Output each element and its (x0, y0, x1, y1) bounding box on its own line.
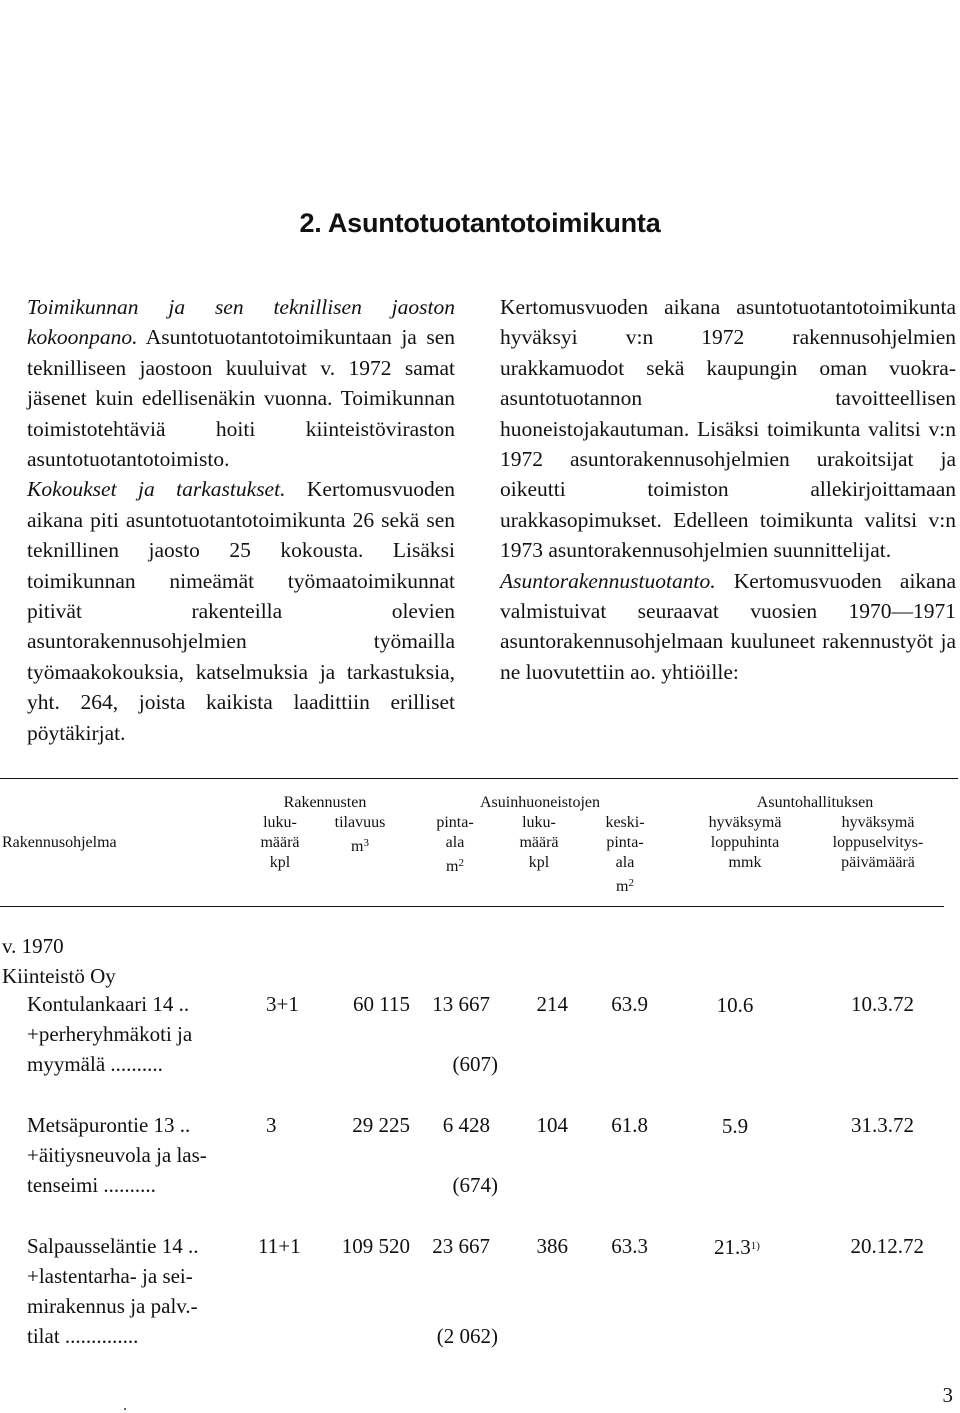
cell-loppuhinta: 21.3$^{1)}$ (714, 1235, 760, 1259)
row-name-line: mirakennus ja palv.- (27, 1294, 198, 1318)
row-name-line: Salpausseläntie 14 .. (27, 1234, 199, 1258)
paragraph-text: Asuntotuotantotoimikuntaan ja sen teknilliseen jaostoon kuuluivat v. 1972 samat jäsenet kuin edellisenäkin vuonna. Toimikunnan toimistotehtäviä hoiti kiinteistöviraston asuntotuotantotoimisto. (27, 325, 455, 472)
cell-pinta-ala: 13 667 (432, 992, 490, 1016)
row-name-line: +lastentarha- ja sei- (27, 1264, 193, 1288)
cell-keskipinta-ala: 63.9 (611, 992, 648, 1016)
row-name-line: Metsäpurontie 13 .. (27, 1113, 191, 1137)
scan-speck (124, 1408, 126, 1410)
row-name-line: tilat .............. (27, 1324, 139, 1348)
cell-pinta-ala-extra: (674) (452, 1173, 498, 1197)
header-group-asuntohallituksen: Asuntohallituksen (756, 794, 874, 811)
header-paivamaara: hyväksymä loppuselvitys- päivämäärä (832, 814, 924, 871)
page-title: 2. Asuntotuotantotoimikunta (299, 208, 661, 238)
cell-paivamaara: 20.12.72 (850, 1234, 924, 1258)
row-name-line: myymälä .......... (27, 1052, 163, 1076)
paragraph-text: Kertomusvuoden aikana piti asuntotuotantotoimikunta 26 sekä sen teknillinen jaosto 25 kokousta. Lisäksi toimikunnan nimeämät työmaatoimikunnat pitivät rakenteilla olevien asuntorakennusohjelmien työmailla työmaakokouksia, katselmuksia ja tarkastuksia, yht. 264, joista kaikista laadittiin erilliset pöytäkirjat. (27, 477, 455, 745)
paragraph-text: Kertomusvuoden aikana asuntotuotantotoimikunta hyväksyi v:n 1972 rakennusohjelmien urakkamuodot sekä kaupungin oman vuokra-asuntotuotannon tavoitteellisen huoneistojakautuman. Lisäksi toimikunta valitsi v:n 1972 asuntorakennusohjelmien urakoitsijat ja oikeutti toimiston allekirjoittamaan urakkasopimukset. Edelleen toimikunta valitsi v:n 1973 asuntorakennusohjelmien suunnittelijat. (500, 295, 956, 563)
group-label-company: Kiinteistö Oy (2, 964, 116, 988)
left-column (27, 292, 455, 748)
header-keskipinta-ala: keski- pinta- ala $m^2$ (605, 814, 645, 895)
paragraph-kokoukset (27, 474, 455, 748)
header-tilavuus: tilavuus $m^3$ (334, 814, 386, 855)
row-name-line: Kontulankaari 14 .. (27, 992, 190, 1016)
cell-tilavuus: 60 115 (353, 992, 410, 1016)
paragraph-urakat (500, 292, 956, 566)
cell-pinta-ala-extra: (607) (452, 1052, 498, 1076)
header-luku: luku- määrä kpl (260, 814, 300, 871)
cell-luku: 3 (266, 1113, 277, 1137)
paragraph-text: Kertomusvuoden aikana valmistuivat seuraavat vuosien 1970—1971 asuntorakennusohjelmaan kuuluneet rakennustyöt ja ne luovutettiin ao. yhtiöille: (500, 568, 956, 684)
cell-loppuhinta: 5.9 (721, 1114, 749, 1138)
section-heading-kokoukset: Kokoukset ja tarkastukset. (27, 477, 286, 502)
cell-keskipinta-ala: 61.8 (611, 1113, 648, 1137)
footnote-marker: 1) (750, 1240, 760, 1252)
group-label-year: v. 1970 (2, 934, 64, 958)
cell-huoneisto-luku: 214 (536, 992, 568, 1016)
cell-pinta-ala-extra: (2 062) (436, 1324, 498, 1348)
cell-pinta-ala: 6 428 (442, 1113, 490, 1137)
right-column (500, 292, 956, 687)
cell-huoneisto-luku: 104 (536, 1113, 568, 1137)
row-name-line: +äitiysneuvola ja las- (27, 1143, 207, 1167)
cell-luku: 11+1 (258, 1234, 301, 1258)
cell-tilavuus: 29 225 (352, 1113, 410, 1137)
page-number: 3 (942, 1383, 953, 1407)
section-heading-tuotanto: Asuntorakennustuotanto. (500, 568, 716, 593)
table-header-rule (0, 906, 944, 907)
section-heading-kokoonpano: Toimikunnan ja sen teknillisen jaoston kokoonpano. (27, 295, 455, 350)
header-group-asuinhuoneistojen: Asuinhuoneistojen (480, 794, 600, 811)
header-loppuhinta: hyväksymä loppuhinta mmk (708, 814, 782, 871)
header-rakennusohjelma: Rakennusohjelma (2, 834, 117, 851)
cell-luku: 3+1 (266, 992, 299, 1016)
cell-paivamaara: 31.3.72 (851, 1113, 914, 1137)
row-name-line: tenseimi .......... (27, 1173, 156, 1197)
cell-pinta-ala: 23 667 (432, 1234, 490, 1258)
row-name-line: +perheryhmäkoti ja (27, 1022, 193, 1046)
header-huoneisto-luku: luku- määrä kpl (519, 814, 559, 871)
cell-huoneisto-luku: 386 (536, 1234, 568, 1258)
cell-paivamaara: 10.3.72 (851, 992, 914, 1016)
table-top-rule (0, 778, 958, 779)
header-pinta-ala: pinta- ala $m^2$ (436, 814, 474, 875)
paragraph-kokoonpano (27, 292, 455, 474)
header-group-rakennusten: Rakennusten (283, 794, 367, 811)
paragraph-tuotanto (500, 566, 956, 688)
cell-keskipinta-ala: 63.3 (611, 1234, 648, 1258)
cell-tilavuus: 109 520 (341, 1234, 410, 1258)
cell-loppuhinta: 10.6 (716, 993, 754, 1017)
